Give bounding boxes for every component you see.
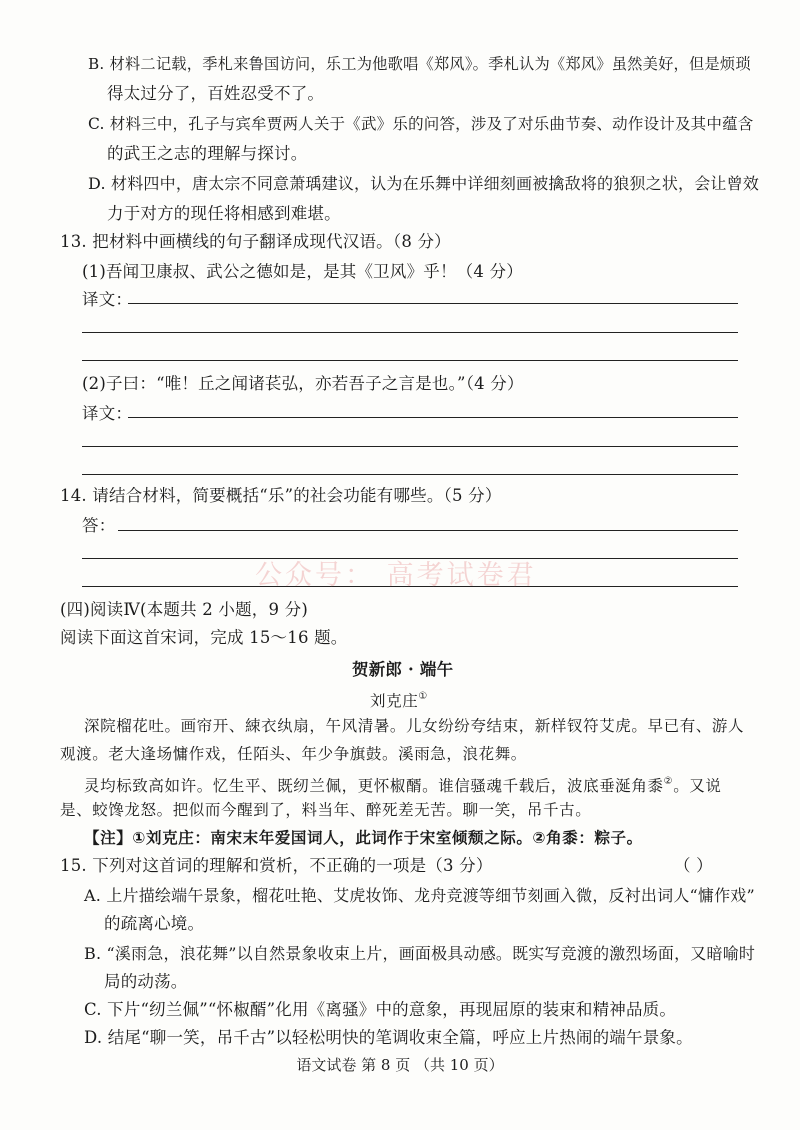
option-b-line2: 得太过分了，百姓忍受不了。: [107, 84, 325, 103]
footnote-marker: ①: [418, 691, 428, 702]
option-c-line: C. 下片“纫兰佩”“怀椒醑”化用《离骚》中的意象，再现屈原的装束和精神品质。: [84, 1000, 677, 1019]
option-d-line: D. 结尾“聊一笑，吊千古”以轻松明快的笔调收束全篇，呼应上片热闹的端午景象。: [84, 1028, 693, 1047]
question-14: 14. 请结合材料，简要概括“乐”的社会功能有哪些。（5 分）: [60, 486, 502, 505]
answer-line[interactable]: [82, 446, 738, 447]
answer-line[interactable]: [128, 417, 738, 418]
poem-notes: 【注】①刘克庄：南宋末年爱国词人，此词作于宋室倾颓之际。②角黍：粽子。: [84, 829, 643, 847]
poem-line: [84, 770, 722, 798]
translation-label-1: 译文：: [82, 290, 133, 309]
answer-line[interactable]: [128, 303, 738, 304]
poem-author: [370, 685, 428, 713]
option-a-line1: A. 上片描绘端午景象，榴花吐艳、艾虎妆饰、龙舟竞渡等细节刻画入微，反衬出词人“慵作戏”: [84, 886, 755, 905]
option-c-line1: C. 材料三中，孔子与宾牟贾两人关于《武》乐的问答，涉及了对乐曲节奏、动作设计及其中蕴含: [88, 115, 754, 133]
poem-title: 贺新郎 · 端午: [352, 660, 454, 679]
answer-bracket[interactable]: （ ）: [674, 856, 713, 875]
option-b-line1: B. “溪雨急，浪花舞”以自然景象收束上片，画面极具动感。既实写竞渡的激烈场面，又暗喻时: [84, 944, 756, 963]
footnote-marker: ②: [663, 776, 674, 787]
author-name: 刘克庄: [370, 692, 419, 710]
poem-line: 深院榴花吐。画帘开、綀衣纨扇，午风清暑。儿女纷纷夸结束，新样钗符艾虎。早已有、游人: [84, 717, 745, 735]
question-15: 15. 下列对这首词的理解和赏析，不正确的一项是（3 分）: [60, 856, 493, 875]
option-b-line1: B. 材料二记载，季札来鲁国访问，乐工为他歌唱《郑风》。季札认为《郑风》虽然美好，但是烦琐: [88, 55, 751, 73]
option-d-line1: D. 材料四中，唐太宗不同意萧瑀建议，认为在乐舞中详细刻画被擒敌将的狼狈之状，会让曾效: [88, 174, 760, 193]
watermark: 公众号： 高考试卷君: [255, 560, 537, 591]
answer-line[interactable]: [82, 332, 738, 333]
poem-text: 灵均标致高如许。忆生平、既纫兰佩，更怀椒醑。谁信骚魂千载后，波底垂涎角黍: [84, 777, 664, 795]
poem-text: 。又说: [673, 777, 722, 795]
reading-instruction: 阅读下面这首宋词，完成 15～16 题。: [60, 628, 348, 647]
option-c-line2: 的武王之志的理解与探讨。: [107, 144, 308, 163]
poem-line: 是、蛟馋龙怒。把似而今醒到了，料当年、醉死差无苦。聊一笑，吊千古。: [60, 801, 592, 819]
answer-line[interactable]: [82, 474, 738, 475]
option-d-line2: 力于对方的现任将相感到难堪。: [107, 204, 341, 223]
option-b-line2: 局的动荡。: [104, 972, 188, 991]
translation-label-2: 译文：: [82, 404, 133, 423]
question-13-part1: (1)吾闻卫康叔、武公之德如是，是其《卫风》乎！（4 分）: [82, 262, 523, 281]
option-a-line2: 的疏离心境。: [104, 914, 205, 933]
section-heading: (四)阅读Ⅳ(本题共 2 小题，9 分): [60, 600, 308, 619]
question-13: 13. 把材料中画横线的句子翻译成现代汉语。（8 分）: [60, 232, 451, 251]
page-footer: 语文试卷 第 8 页 （共 10 页）: [296, 1056, 504, 1074]
answer-line[interactable]: [82, 360, 738, 361]
answer-line[interactable]: [118, 530, 738, 531]
answer-label: 答：: [82, 516, 116, 535]
poem-line: 观渡。老大逢场慵作戏，任陌头、年少争旗鼓。溪雨急，浪花舞。: [60, 745, 527, 763]
question-13-part2: (2)子曰：“唯！丘之闻诸苌弘，亦若吾子之言是也。”（4 分）: [82, 374, 524, 393]
